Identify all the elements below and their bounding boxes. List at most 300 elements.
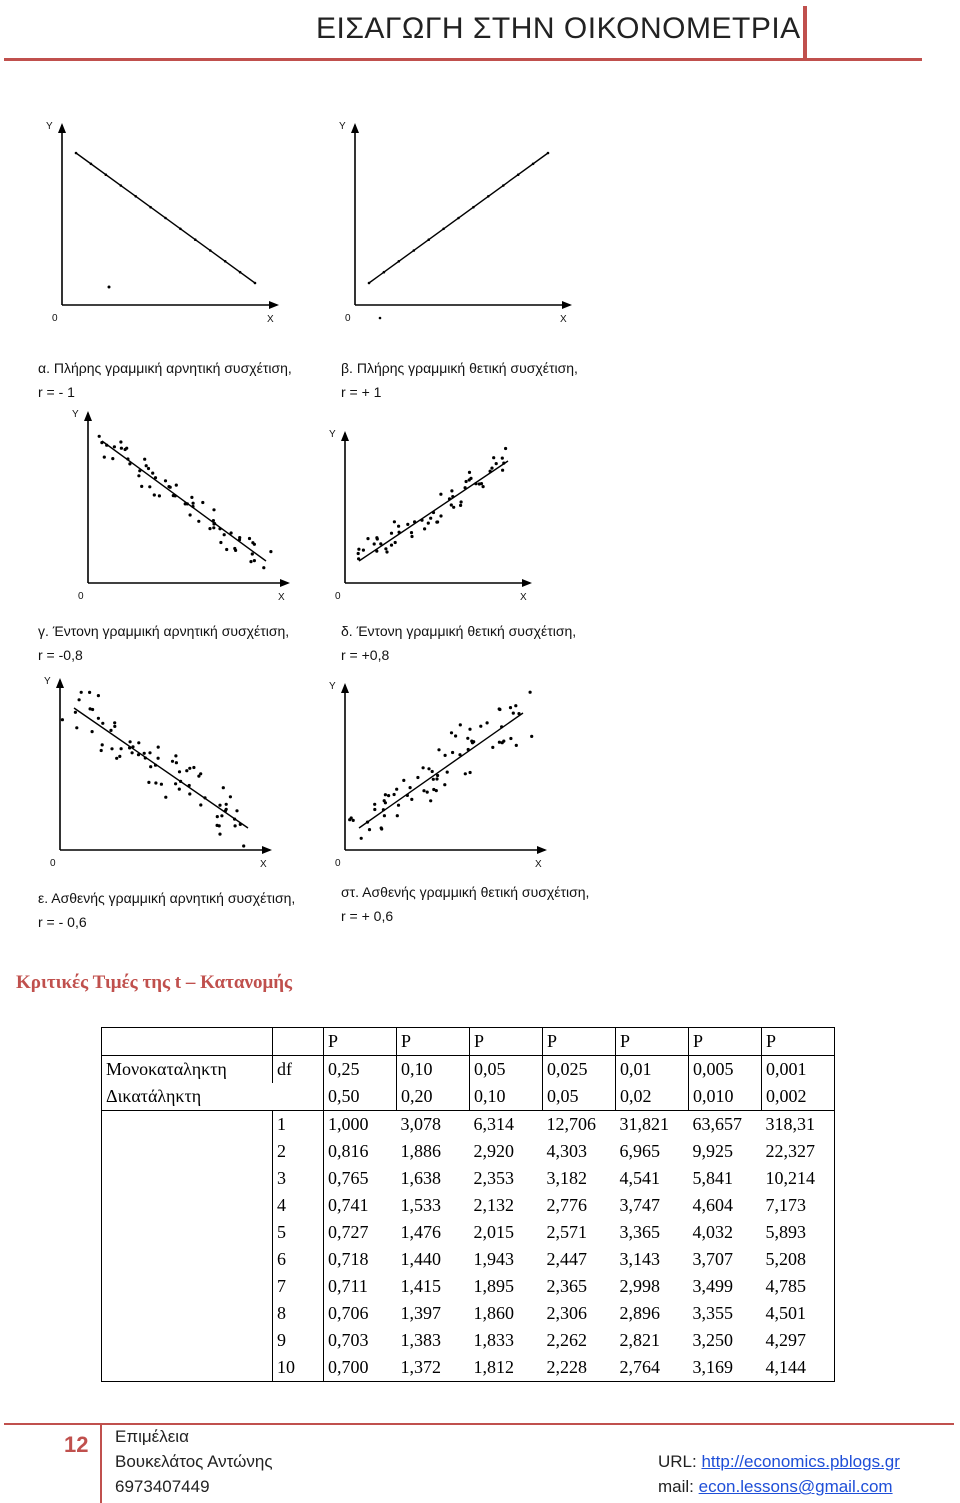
panel-e-data-point <box>143 752 146 755</box>
one-tailed-cell: 0,001 <box>762 1056 835 1084</box>
panel-d-data-point <box>406 523 409 526</box>
empty-cell <box>273 1028 324 1056</box>
panel-e-data-point <box>175 761 178 764</box>
panel-c-data-point <box>100 441 103 444</box>
panel-f-data-point <box>409 786 412 789</box>
value-cell: 4,785 <box>762 1273 835 1300</box>
panel-f-data-point <box>437 748 440 751</box>
panel-c-y-label: Y <box>72 409 79 420</box>
panel-a-x-label: X <box>267 314 274 325</box>
panel-a-data-point <box>149 206 152 209</box>
caption-c-r: r = -0,8 <box>38 647 83 663</box>
value-cell: 4,501 <box>762 1300 835 1327</box>
df-cell: 7 <box>273 1273 324 1300</box>
panel-f-data-point <box>502 740 505 743</box>
value-cell: 1,372 <box>397 1354 470 1382</box>
footer-url-link[interactable]: http://economics.pblogs.gr <box>701 1452 900 1471</box>
value-cell: 2,920 <box>473 1141 514 1161</box>
panel-c-x-label: X <box>278 592 285 603</box>
panel-f-data-point <box>436 774 439 777</box>
panel-f-data-point <box>368 828 371 831</box>
df-cell: 1 <box>273 1111 324 1139</box>
panel-c-data-point <box>147 467 150 470</box>
panel-a-data-point <box>254 282 257 285</box>
panel-d-data-point <box>366 537 369 540</box>
value-cell: 5,893 <box>762 1219 835 1246</box>
empty-cell <box>102 1165 273 1192</box>
panel-e-y-arrow-icon <box>56 678 64 688</box>
two-tailed-row <box>102 1083 835 1111</box>
page-number: 12 <box>64 1432 89 1457</box>
value-cell: 2,821 <box>619 1330 660 1350</box>
caption-b <box>341 356 578 404</box>
value-cell: 6,965 <box>619 1141 660 1161</box>
panel-c-data-point <box>154 476 157 479</box>
panel-d-data-point <box>489 470 492 473</box>
panel-e-data-point <box>235 809 238 812</box>
panel-a-data-point <box>194 238 197 241</box>
panel-b-data-point <box>457 217 460 220</box>
value-cell: 10,214 <box>762 1165 835 1192</box>
panel-c-data-point <box>103 456 106 459</box>
df-cell: 4 <box>273 1192 324 1219</box>
panel-b-data-point <box>517 173 520 176</box>
panel-f-data-point <box>387 794 390 797</box>
panel-d-data-point <box>393 520 396 523</box>
panel-e-data-point <box>129 740 132 743</box>
panel-e-data-point <box>113 721 116 724</box>
panel-c-data-point <box>158 494 161 497</box>
two-tailed-cell: 0,010 <box>689 1083 762 1111</box>
panel-c-data-point <box>153 493 156 496</box>
panel-f-data-point <box>366 821 369 824</box>
panel-e-data-point <box>131 751 134 754</box>
panel-e-data-point <box>218 833 221 836</box>
panel-f-data-point <box>397 804 400 807</box>
caption-a <box>38 356 292 404</box>
panel-e-data-point <box>61 718 64 721</box>
panel-c-origin-label: 0 <box>78 591 84 602</box>
panel-c-y-arrow-icon <box>84 411 92 421</box>
panel-f-data-point <box>422 766 425 769</box>
caption-c <box>38 619 289 667</box>
value-cell: 6,314 <box>470 1111 543 1139</box>
value-cell: 2,998 <box>619 1276 660 1296</box>
value-cell: 2,365 <box>546 1276 587 1296</box>
value-cell: 0,727 <box>324 1219 397 1246</box>
panel-f-data-point <box>446 771 449 774</box>
table-row <box>102 1111 835 1139</box>
panel-d-x-arrow-icon <box>522 579 532 587</box>
value-cell: 2,228 <box>543 1354 616 1382</box>
panel-b-data-point <box>368 282 371 285</box>
panel-a-data-point <box>179 228 182 231</box>
panel-c-data-point <box>167 485 170 488</box>
one-tailed-cell: 0,10 <box>397 1056 470 1084</box>
panel-d-data-point <box>501 457 504 460</box>
value-cell: 1,860 <box>473 1303 514 1323</box>
panel-d-data-point <box>390 544 393 547</box>
panel-a-stray-point <box>108 286 111 289</box>
panel-e-data-point <box>216 824 219 827</box>
caption-a-r: r = - 1 <box>38 384 75 400</box>
panel-e-data-point <box>199 803 202 806</box>
panel-f-data-point <box>395 788 398 791</box>
panel-e-data-point <box>192 766 195 769</box>
panel-e-data-point <box>233 818 236 821</box>
panel-d-data-point <box>429 517 432 520</box>
panel-c-data-point <box>113 445 116 448</box>
empty-cell <box>102 1327 273 1354</box>
panel-b-y-arrow-icon <box>351 123 359 133</box>
panel-e-data-point <box>97 694 100 697</box>
p-header-cell: P <box>689 1028 762 1056</box>
panel-d-data-point <box>362 549 365 552</box>
one-tailed-row <box>102 1056 835 1084</box>
panel-d-data-point <box>502 462 505 465</box>
panel-c-data-point <box>151 472 154 475</box>
panel-e-data-point <box>239 823 242 826</box>
panel-e-data-point <box>157 757 160 760</box>
panel-e-data-point <box>220 814 223 817</box>
panel-d-data-point <box>450 503 453 506</box>
caption-c-title: γ. Έντονη γραμμική αρνητική συσχέτιση, <box>38 623 290 639</box>
value-cell: 1,533 <box>400 1195 441 1215</box>
two-tailed-cell: 0,10 <box>470 1083 543 1111</box>
panel-a-data-point <box>120 184 123 187</box>
panel-d-data-point <box>504 447 507 450</box>
panel-d-data-point <box>439 514 442 517</box>
panel-f-data-point <box>432 788 435 791</box>
t-table-title: Κριτικές Τιμές της t – Κατανομής <box>16 972 293 993</box>
t-critical-values-table <box>101 1027 835 1382</box>
panel-c-data-point <box>262 566 265 569</box>
panel-d-y-label: Y <box>329 429 336 440</box>
panel-d-data-point <box>450 489 453 492</box>
panel-f-data-point <box>529 691 532 694</box>
panel-d-data-point <box>474 482 477 485</box>
panel-f-data-point <box>443 783 446 786</box>
value-cell: 22,327 <box>762 1138 835 1165</box>
panel-d-data-point <box>464 486 467 489</box>
value-cell: 7,173 <box>762 1192 835 1219</box>
footer-url-label: URL: <box>658 1452 702 1471</box>
panel-a-data-point <box>75 152 78 155</box>
panel-f-data-point <box>515 744 518 747</box>
value-cell: 9,925 <box>692 1141 733 1161</box>
panel-c-data-point <box>201 501 204 504</box>
value-cell: 1,440 <box>400 1249 441 1269</box>
panel-b-data-point <box>547 152 550 155</box>
panel-c-data-point <box>172 494 175 497</box>
value-cell: 1,833 <box>473 1330 514 1350</box>
panel-d-data-point <box>398 531 401 534</box>
panel-e-data-point <box>225 808 228 811</box>
panel-c-data-point <box>208 527 211 530</box>
panel-f-data-point <box>486 721 489 724</box>
panel-f-data-point <box>491 746 494 749</box>
empty-cell <box>102 1273 273 1300</box>
panel-f-data-point <box>435 777 438 780</box>
caption-f-r: r = + 0,6 <box>341 908 394 924</box>
panel-f-data-point <box>416 776 419 779</box>
panel-f-data-point <box>530 735 533 738</box>
panel-e-data-point <box>97 717 100 720</box>
empty-cell <box>102 1028 273 1056</box>
panel-c-data-point <box>223 533 226 536</box>
value-cell: 1,000 <box>324 1111 397 1139</box>
panel-e-data-point <box>110 747 113 750</box>
panel-a-data-point <box>224 260 227 263</box>
footer-phone: 6973407449 <box>115 1477 210 1496</box>
value-cell: 3,078 <box>397 1111 470 1139</box>
panel-e-data-point <box>115 757 118 760</box>
value-cell: 2,764 <box>616 1354 689 1382</box>
panel-e-data-point <box>74 711 77 714</box>
value-cell: 0,700 <box>324 1354 397 1382</box>
table-row <box>102 1246 835 1273</box>
df-cell: 9 <box>273 1327 324 1354</box>
value-cell: 4,144 <box>762 1354 835 1382</box>
panel-b-origin-label: 0 <box>345 313 351 324</box>
panel-f-data-point <box>517 712 520 715</box>
two-tailed-cell: 0,20 <box>397 1083 470 1111</box>
panel-d-data-point <box>357 552 360 555</box>
panel-d-data-point <box>427 522 430 525</box>
p-header-cell: P <box>762 1028 835 1056</box>
panel-c-data-point <box>234 549 237 552</box>
panel-f-data-point <box>406 794 409 797</box>
panel-c-data-point <box>120 447 123 450</box>
panel-e-data-point <box>78 698 81 701</box>
value-cell: 1,812 <box>470 1354 543 1382</box>
panel-d-data-point <box>420 519 423 522</box>
panel-e-data-point <box>178 770 181 773</box>
one-tailed-cell: 0,05 <box>470 1056 543 1084</box>
table-row <box>102 1300 835 1327</box>
panel-d-data-point <box>413 520 416 523</box>
value-cell: 4,303 <box>546 1141 587 1161</box>
panel-c-data-point <box>192 502 195 505</box>
panel-f-data-point <box>410 798 413 801</box>
one-tailed-cell: 0,25 <box>324 1056 397 1084</box>
panel-c-data-point <box>219 541 222 544</box>
panel-f-x-label: X <box>535 859 542 870</box>
value-cell: 5,208 <box>762 1246 835 1273</box>
panel-f-data-point <box>373 803 376 806</box>
panel-e-data-point <box>154 764 157 767</box>
panel-d-data-point <box>357 557 360 560</box>
panel-c-data-point <box>212 519 215 522</box>
panel-f-data-point <box>468 728 471 731</box>
panel-f-data-point <box>454 734 457 737</box>
panel-e-data-point <box>222 786 225 789</box>
panel-f-data-point <box>479 725 482 728</box>
panel-d-data-point <box>379 542 382 545</box>
panel-b-data-point <box>442 228 445 231</box>
panel-b-data-point <box>383 271 386 274</box>
value-cell: 31,821 <box>616 1111 689 1139</box>
panel-c-data-point <box>218 527 221 530</box>
panel-e-data-point <box>118 755 121 758</box>
panel-d-data-point <box>460 500 463 503</box>
value-cell: 3,143 <box>619 1249 660 1269</box>
panel-f-data-point <box>431 770 434 773</box>
value-cell: 5,841 <box>692 1168 733 1188</box>
df-cell: 8 <box>273 1300 324 1327</box>
panel-b-x-arrow-icon <box>562 301 572 309</box>
value-cell: 1,397 <box>400 1303 441 1323</box>
panel-d-data-point <box>478 482 481 485</box>
p-header-cell: P <box>470 1028 543 1056</box>
panel-e-data-point <box>149 765 152 768</box>
panel-f-data-point <box>498 741 501 744</box>
value-cell: 1,943 <box>473 1249 514 1269</box>
panel-c-data-point <box>186 502 189 505</box>
panel-d-data-point <box>385 550 388 553</box>
panel-f-data-point <box>450 731 453 734</box>
panel-c-data-point <box>128 462 131 465</box>
panel-f-data-point <box>469 771 472 774</box>
panel-e-data-point <box>225 803 228 806</box>
panel-a-origin-label: 0 <box>52 313 58 324</box>
caption-d-r: r = +0,8 <box>341 647 390 663</box>
panel-a-data-point <box>90 163 93 166</box>
panel-f-y-label: Y <box>329 681 336 692</box>
one-tailed-cell: 0,025 <box>543 1056 616 1084</box>
panel-b-data-point <box>427 238 430 241</box>
empty-cell <box>102 1111 273 1139</box>
value-cell: 1,383 <box>400 1330 441 1350</box>
panel-c-data-point <box>251 552 254 555</box>
panel-d-data-point <box>410 531 413 534</box>
panel-f-origin-label: 0 <box>335 858 341 869</box>
panel-c-data-point <box>212 526 215 529</box>
empty-cell <box>102 1246 273 1273</box>
two-tailed-cell: 0,05 <box>543 1083 616 1111</box>
panel-f-data-point <box>498 707 501 710</box>
value-cell: 3,355 <box>692 1303 733 1323</box>
panel-c-data-point <box>140 485 143 488</box>
value-cell: 2,353 <box>473 1168 514 1188</box>
empty-cell <box>102 1219 273 1246</box>
panel-f-x-arrow-icon <box>537 846 547 854</box>
df-cell: 6 <box>273 1246 324 1273</box>
panel-c-data-point <box>124 448 127 451</box>
panel-f-data-point <box>380 827 383 830</box>
value-cell: 4,541 <box>619 1168 660 1188</box>
panel-f-data-point <box>396 814 399 817</box>
panel-f-data-point <box>352 819 355 822</box>
caption-f <box>341 880 589 928</box>
value-cell: 0,706 <box>324 1300 397 1327</box>
panel-e-data-point <box>154 781 157 784</box>
panel-f-data-point <box>427 767 430 770</box>
panel-b-data-point <box>502 184 505 187</box>
panel-e-data-point <box>100 749 103 752</box>
value-cell: 4,604 <box>692 1195 733 1215</box>
panel-e-y-label: Y <box>44 676 51 687</box>
panel-d-data-point <box>432 511 435 514</box>
value-cell: 2,776 <box>546 1195 587 1215</box>
value-cell: 4,297 <box>762 1327 835 1354</box>
two-tailed-cell: 0,002 <box>762 1083 835 1111</box>
panel-c-data-point <box>119 440 122 443</box>
panel-e-data-point <box>234 824 237 827</box>
df-label: df <box>273 1056 324 1084</box>
value-cell: 2,262 <box>546 1330 587 1350</box>
panel-d-data-point <box>451 495 454 498</box>
panel-d-data-point <box>465 480 468 483</box>
panel-a-data-point <box>164 217 167 220</box>
panel-e-x-label: X <box>260 859 267 870</box>
panel-c-data-point <box>190 496 193 499</box>
panel-c-data-point <box>138 469 141 472</box>
footer-credit-label: Επιμέλεια <box>115 1427 189 1446</box>
value-cell: 2,571 <box>546 1222 587 1242</box>
panel-e-data-point <box>216 815 219 818</box>
panel-e-data-point <box>147 781 150 784</box>
value-cell: 63,657 <box>689 1111 762 1139</box>
value-cell: 2,132 <box>473 1195 514 1215</box>
panel-e-data-point <box>137 741 140 744</box>
panel-d-data-point <box>501 469 504 472</box>
value-cell: 3,182 <box>546 1168 587 1188</box>
caption-a-title: α. Πλήρης γραμμική αρνητική συσχέτιση, <box>38 360 292 376</box>
p-header-cell: P <box>543 1028 616 1056</box>
panel-e-data-point <box>174 782 177 785</box>
value-cell: 1,638 <box>400 1168 441 1188</box>
panel-f-data-point <box>459 723 462 726</box>
panel-f-data-point <box>382 808 385 811</box>
panel-c-data-point <box>126 457 129 460</box>
footer-author-name: Βουκελάτος Αντώνης <box>115 1452 273 1471</box>
panel-c-x-arrow-icon <box>280 579 290 587</box>
panel-f-data-point <box>393 793 396 796</box>
panel-f-data-point <box>383 814 386 817</box>
panel-d-data-point <box>459 504 462 507</box>
panel-f-data-point <box>467 748 470 751</box>
empty-cell <box>102 1192 273 1219</box>
panel-d-data-point <box>375 536 378 539</box>
panel-e-data-point <box>229 795 232 798</box>
panel-b-data-point <box>487 195 490 198</box>
footer-mail-link[interactable]: econ.lessons@gmail.com <box>698 1477 893 1496</box>
value-cell: 2,447 <box>546 1249 587 1269</box>
panel-e-data-point <box>128 746 131 749</box>
value-cell: 4,032 <box>692 1222 733 1242</box>
value-cell: 3,250 <box>692 1330 733 1350</box>
value-cell: 1,415 <box>400 1276 441 1296</box>
panel-e-data-point <box>88 691 91 694</box>
panel-f-data-point <box>512 712 515 715</box>
panel-e-trend-line <box>74 708 248 828</box>
footer-rule <box>4 1423 954 1425</box>
panel-f-data-point <box>426 791 429 794</box>
panel-e-data-point <box>197 775 200 778</box>
two-tailed-cell: 0,50 <box>324 1083 397 1111</box>
table-row <box>102 1273 835 1300</box>
panel-e-data-point <box>203 796 206 799</box>
panel-f-data-point <box>451 751 454 754</box>
panel-f-data-point <box>464 772 467 775</box>
value-cell: 2,015 <box>473 1222 514 1242</box>
value-cell: 0,765 <box>324 1165 397 1192</box>
p-header-cell: P <box>324 1028 397 1056</box>
value-cell: 1,886 <box>400 1141 441 1161</box>
one-tailed-cell: 0,01 <box>616 1056 689 1084</box>
panel-a-data-point <box>239 271 242 274</box>
